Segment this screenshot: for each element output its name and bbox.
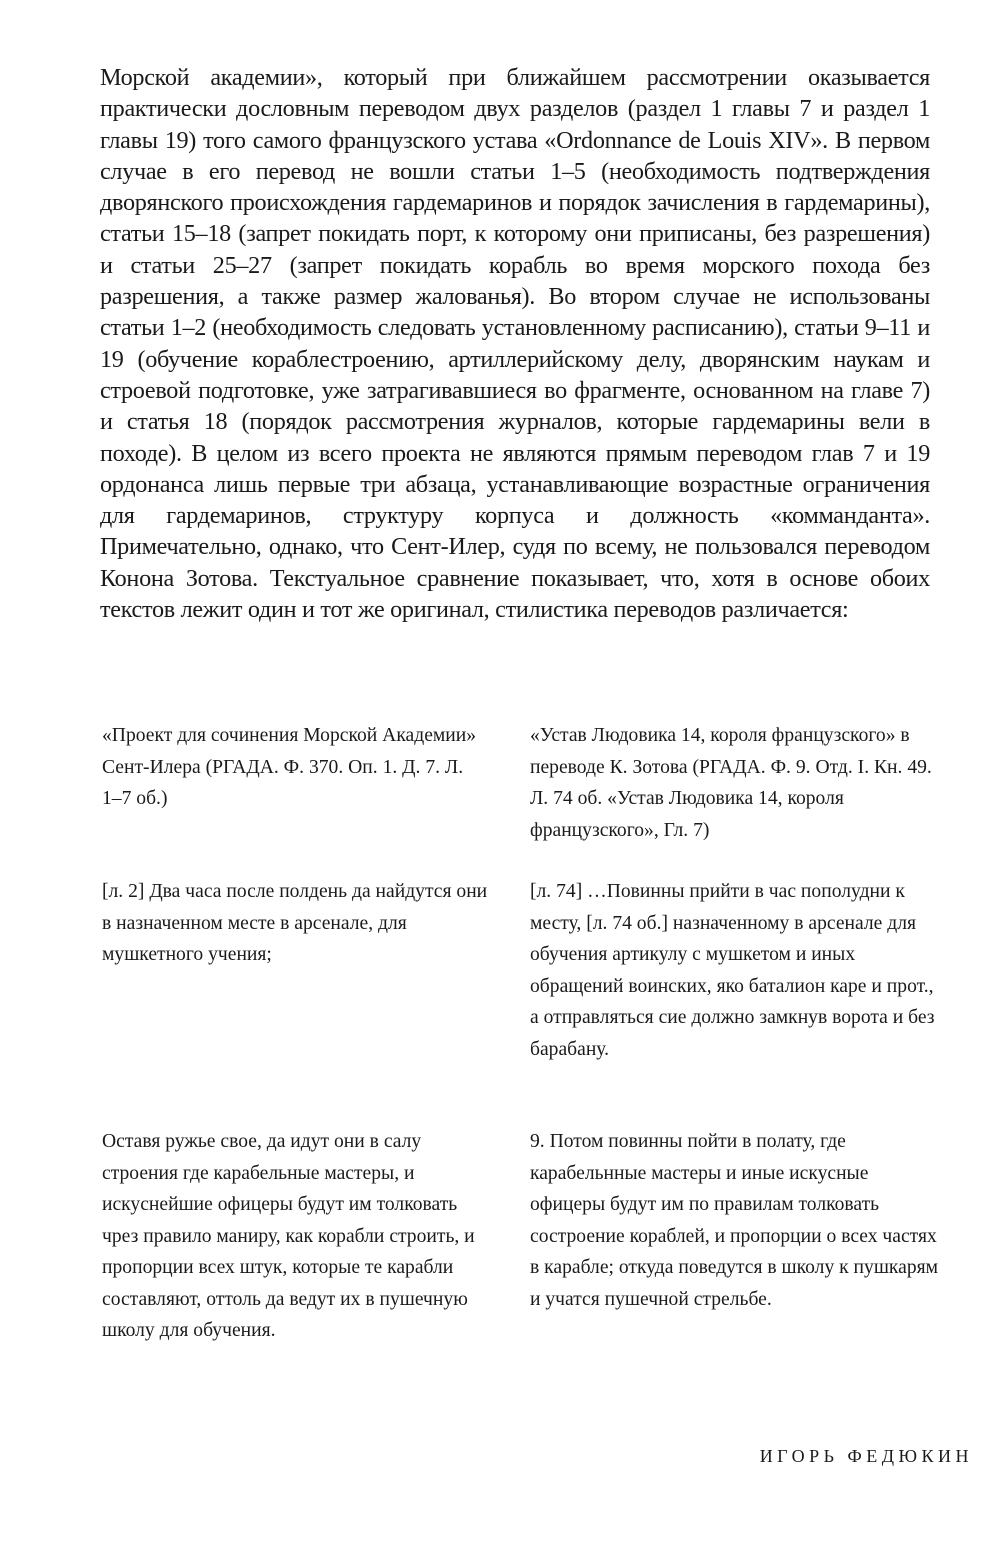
comparison-row1-left: [л. 2] Два часа после полдень да найдутся они в назначенном месте в арсенале, для мушкетного учения; <box>102 881 488 965</box>
comparison-row2-right: 9. Потом повинны пойти в полату, где карабельнные мастеры и иные искусные офицеры будут им по правилам толковать состроение кораблей, и пропорции о всех частях в карабле; откуда поведутся в школу к пушкарям и учатся пушечной стрельбе. <box>530 1131 939 1310</box>
comparison-row1-right: [л. 74] …Повинны прийти в час пополудни к месту, [л. 74 об.] назначенному в арсенале для обучения артикулу с мушкетом и иных обращений воинских, яко баталион каре и прот., а отправляться сие должно замкнув ворота и без барабану. <box>530 881 935 1060</box>
main-paragraph: Морской академии», который при ближайшем рассмотрении оказывается практически дословным переводом двух разделов (раздел 1 главы 7 и раздел 1 главы 19) того самого французского устава «Ordonnance de Louis XIV». В первом случае в его перевод не вошли статьи 1–5 (необходимость подтверждения дворянского происхождения гардемаринов и порядок зачисления в гардемарины), статьи 15–18 (запрет покидать порт, к которому они приписаны, без разрешения) и статьи 25–27 (запрет покидать корабль во время морского похода без разрешения, а также размер жалованья). Во втором случае не использованы статьи 1–2 (необходимость следовать установленному расписанию), статьи 9–11 и 19 (обучение кораблестроению, артиллерийскому делу, дворянским наукам и строевой подготовке, уже затрагивавшиеся во фрагменте, основанном на главе 7) и статья 18 (порядок рассмотрения журналов, которые гардемарины вели в походе). В целом из всего проекта не являются прямым переводом глав 7 и 19 ордонанса лишь первые три абзаца, устанавливающие возрастные ограничения для гардемаринов, структуру корпуса и должность «комманданта». Примечательно, однако, что Сент-Илер, судя по всему, не пользовался переводом Конона Зотова. Текстуальное сравнение показывает, что, хотя в основе обоих текстов лежит один и тот же оригинал, стилистика переводов различается: <box>100 64 930 624</box>
comparison-header-right: «Устав Людовика 14, короля французского» в переводе К. Зотова (РГАДА. Ф. 9. Отд. I. Кн. 49. Л. 74 об. «Устав Людовика 14, короля французского», Гл. 7) <box>530 725 932 841</box>
running-footer-author: ИГОРЬ ФЕДЮКИН <box>759 1446 973 1466</box>
comparison-row2-left: Оставя ружье свое, да идут они в салу строения где карабельные мастеры, и искуснейшие офицеры будут им толковать чрез правило маниру, как корабли строить, и пропорции всех штук, которые те карабли составляют, оттоль да ведут их в пушечную школу для обучения. <box>102 1131 475 1341</box>
comparison-header-left: «Проект для сочинения Морской Академии» Сент-Илера (РГАДА. Ф. 370. Оп. 1. Д. 7. Л. 1–7 об.) <box>102 725 477 809</box>
